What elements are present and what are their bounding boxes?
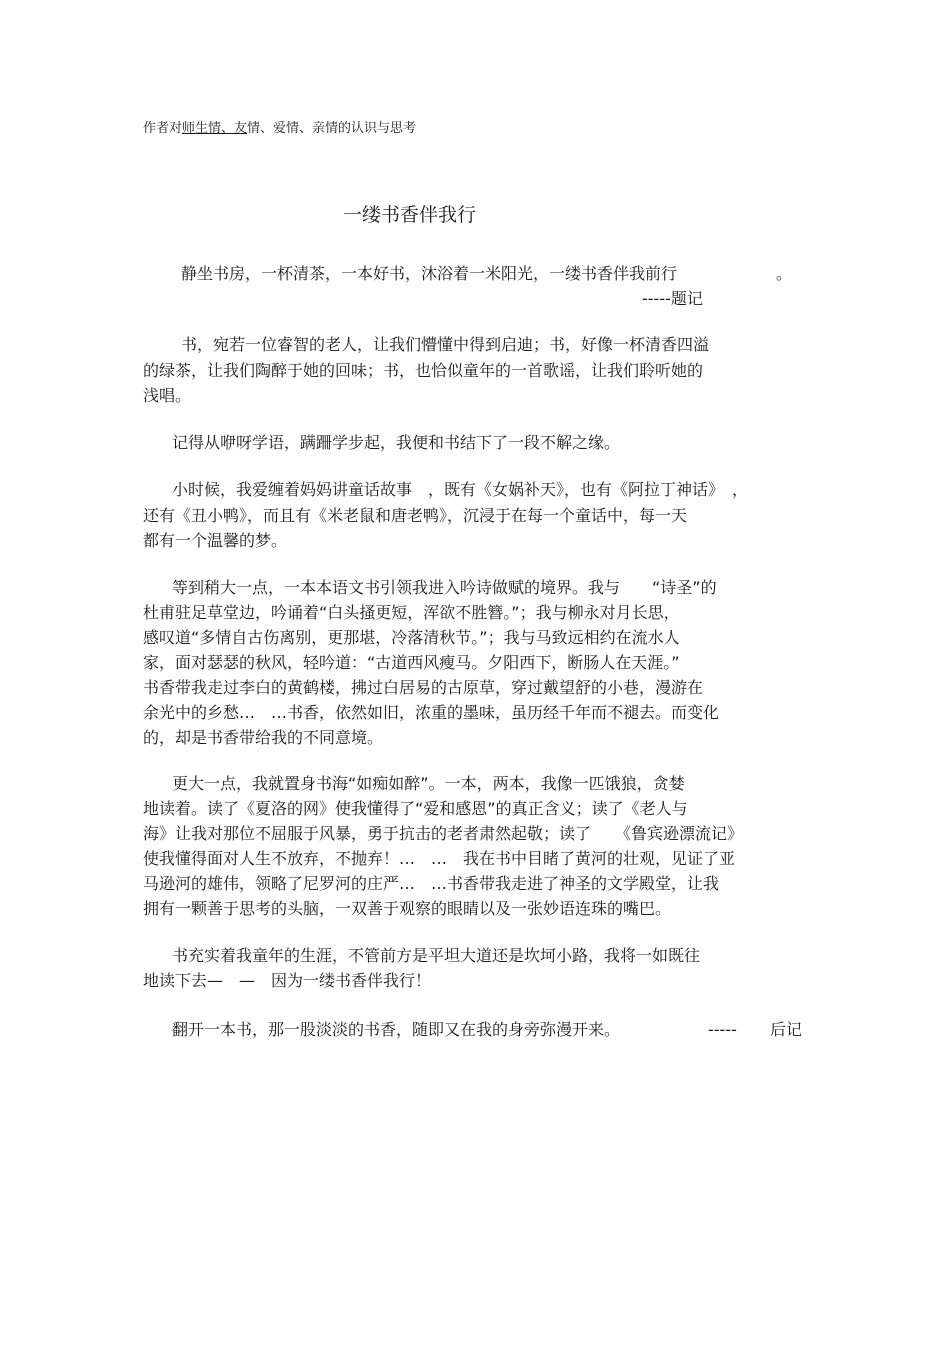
header-note-underlined: 师生情、友	[182, 121, 248, 136]
header-note-suffix: 情、爱情、亲情的认识与思考	[247, 121, 417, 136]
intro-period: 。	[776, 264, 793, 283]
paragraph-line: 更大一点，我就置身书海“如痴如醉”。一本，两本，我像一匹饿狼，贪婪	[172, 774, 685, 793]
paragraph-line: 使我懂得面对人生不放弃，不抛弃！… … 我在书中目睹了黄河的壮观，见证了亚	[143, 849, 736, 868]
paragraph-line: 地读下去— — 因为一缕书香伴我行！	[143, 971, 432, 990]
paragraph-line: 的绿茶，让我们陶醉于她的回味；书，也恰似童年的一首歌谣，让我们聆听她的	[143, 361, 704, 380]
paragraph-line: 的，却是书香带给我的不同意境。	[143, 728, 384, 747]
paragraph-line: 书充实着我童年的生涯，不管前方是平坦大道还是坎坷小路，我将一如既往	[172, 946, 701, 965]
paragraph-line: 等到稍大一点，一本本语文书引领我进入吟诗做赋的境界。我与 “诗圣”的	[172, 578, 717, 597]
paragraph-line: 马逊河的雄伟，领略了尼罗河的庄严… …书香带我走进了神圣的文学殿堂，让我	[143, 874, 720, 893]
paragraph-line: 记得从咿呀学语，蹒跚学步起，我便和书结下了一段不解之缘。	[172, 433, 621, 452]
closing-text: 翻开一本书，那一股淡淡的书香，随即又在我的身旁弥漫开来。	[172, 1020, 621, 1039]
paragraph-line: 地读着。读了《夏洛的网》使我懂得了“爱和感恩”的真正含义；读了《老人与	[143, 799, 688, 818]
paragraph-line: 书香带我走过李白的黄鹤楼，拂过白居易的古原草，穿过戴望舒的小巷，漫游在	[143, 678, 704, 697]
paragraph-line: 杜甫驻足草堂边，吟诵着“白头搔更短，浑欲不胜簪。”；我与柳永对月长思，	[143, 603, 680, 622]
paragraph-line: 家，面对瑟瑟的秋风，轻吟道：“古道西风瘦马。夕阳西下，断肠人在天涯。”	[143, 653, 680, 672]
header-note-prefix: 作者对	[143, 121, 183, 136]
header-note	[143, 120, 416, 138]
paragraph-line: 书，宛若一位睿智的老人，让我们懵懂中得到启迪；书，好像一杯清香四溢	[181, 335, 710, 354]
paragraph-line: 余光中的乡愁… …书香，依然如旧，浓重的墨味，虽历经千年而不褪去。而变化	[143, 703, 720, 722]
intro-attribution: -----题记	[642, 289, 703, 308]
paragraph-line: 小时候，我爱缠着妈妈讲童话故事 ，既有《女娲补天》，也有《阿拉丁神话》 ，	[172, 480, 749, 499]
closing-label: 后记	[770, 1020, 803, 1039]
essay-title: 一缕书香伴我行	[343, 204, 477, 226]
paragraph-line: 浅唱。	[143, 386, 192, 405]
paragraph-line: 还有《丑小鸭》，而且有《米老鼠和唐老鸭》，沉浸于在每一个童话中，每一天	[143, 506, 688, 525]
paragraph-line: 感叹道“多情自古伤离别，更那堪，冷落清秋节。”；我与马致远相约在流水人	[143, 628, 680, 647]
intro-text: 静坐书房，一杯清茶，一本好书，沐浴着一米阳光，一缕书香伴我前行	[181, 264, 678, 283]
closing-dash: -----	[708, 1020, 737, 1039]
paragraph-line: 都有一个温馨的梦。	[143, 531, 288, 550]
paragraph-line: 海》让我对那位不屈服于风暴，勇于抗击的老者肃然起敬；读了 《鲁宾逊漂流记》	[143, 824, 744, 843]
paragraph-line: 拥有一颗善于思考的头脑，一双善于观察的眼睛以及一张妙语连珠的嘴巴。	[143, 899, 672, 918]
